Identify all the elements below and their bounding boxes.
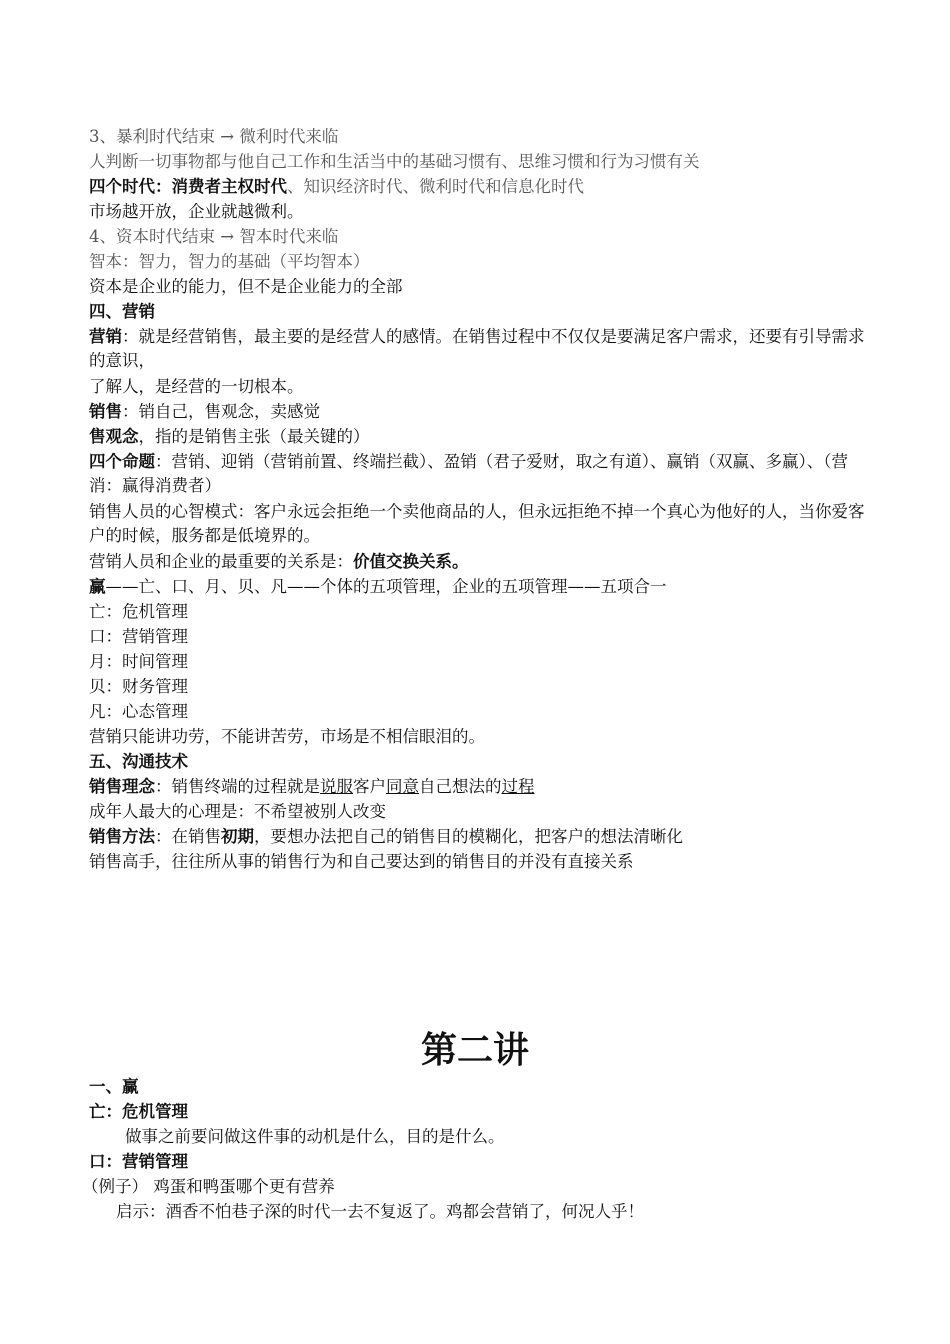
text-span: ，指的是销售主张（最关键的） xyxy=(138,427,370,446)
paragraph: 销售人员的心智模式：客户永远会拒绝一个卖他商品的人，但永远拒绝不掉一个真心为他好的人，当你爱客户的时候，服务都是低境界的。 xyxy=(89,502,865,545)
list-item: 贝：财务管理 xyxy=(89,677,188,696)
bold-label: 价值交换关系。 xyxy=(353,552,469,571)
text-line xyxy=(89,825,683,849)
list-item: 凡：心态管理 xyxy=(89,702,188,721)
text-line: （例子） 鸡蛋和鸭蛋哪个更有营养 xyxy=(82,1177,335,1196)
list-item: 口：营销管理 xyxy=(89,627,188,646)
text-line: 了解人，是经营的一切根本。 xyxy=(89,377,304,396)
text-line: 4、资本时代结束 → 智本时代来临 xyxy=(89,227,339,246)
text-line: 人判断一切事物都与他自己工作和生活当中的基础习惯有、思维习惯和行为习惯有关 xyxy=(89,152,700,171)
text-span: ：在销售 xyxy=(155,827,221,846)
text-line xyxy=(89,400,320,424)
text-line xyxy=(89,575,667,599)
text-line: 3、暴利时代结束 → 微利时代来临 xyxy=(89,127,339,146)
bold-label: 四个时代：消费者主权时代 xyxy=(89,177,287,196)
section-heading: 四、营销 xyxy=(89,302,155,321)
list-item: 月：时间管理 xyxy=(89,652,188,671)
text-span: 自己想法的 xyxy=(419,777,502,796)
section-heading: 五、沟通技术 xyxy=(89,752,188,771)
subsection-heading: 口：营销管理 xyxy=(89,1152,188,1171)
text-line: 营销只能讲功劳，不能讲苦劳，市场是不相信眼泪的。 xyxy=(89,727,485,746)
text-span: ：销售终端的过程就是 xyxy=(155,777,320,796)
text-line: 做事之前要问做这件事的动机是什么，目的是什么。 xyxy=(125,1127,505,1146)
text-line: 成年人最大的心理是：不希望被别人改变 xyxy=(89,802,386,821)
text-line: 资本是企业的能力，但不是企业能力的全部 xyxy=(89,277,403,296)
text-line: 智本：智力，智力的基础（平均智本） xyxy=(89,252,370,271)
paragraph xyxy=(89,325,869,373)
text-line xyxy=(89,550,469,574)
text-span: 营销人员和企业的最重要的关系是： xyxy=(89,552,353,571)
lecture-title: 第二讲 xyxy=(420,1029,529,1071)
text-span: ——亡、口、月、贝、凡——个体的五项管理，企业的五项管理——五项合一 xyxy=(105,577,667,596)
text-line xyxy=(89,175,584,199)
paragraph xyxy=(89,450,869,498)
text-span: ：营销、迎销（营销前置、终端拦截）、盈销（君子爱财，取之有道）、赢销（双赢、多赢）、（营消：赢得消费者） xyxy=(89,452,848,495)
list-item: 亡：危机管理 xyxy=(89,602,188,621)
bold-label: 四个命题 xyxy=(89,452,155,471)
bold-label: 销售理念 xyxy=(89,777,155,796)
underlined-text: 过程 xyxy=(501,777,535,796)
underlined-text: 说服 xyxy=(320,777,353,796)
text-line: 启示：酒香不怕巷子深的时代一去不复返了。鸡都会营销了，何况人乎！ xyxy=(116,1202,644,1221)
text-span: 客户 xyxy=(353,777,386,796)
bold-label: 销售 xyxy=(89,402,122,421)
text-line xyxy=(89,775,535,799)
text-span: 、知识经济时代、微利时代和信息化时代 xyxy=(287,177,584,196)
text-line: 销售高手，往往所从事的销售行为和自己要达到的销售目的并没有直接关系 xyxy=(89,852,634,871)
bold-label: 销售方法 xyxy=(89,827,155,846)
underlined-text: 同意 xyxy=(386,777,419,796)
subsection-heading: 亡：危机管理 xyxy=(89,1102,188,1121)
text-line: 市场越开放，企业就越微利。 xyxy=(89,202,304,221)
section-heading: 一、赢 xyxy=(89,1077,139,1096)
text-line xyxy=(89,425,370,449)
bold-label: 营销 xyxy=(89,327,122,346)
text-span: ：销自己，售观念，卖感觉 xyxy=(122,402,320,421)
bold-label: 赢 xyxy=(89,577,106,596)
bold-label: 售观念 xyxy=(89,427,139,446)
bold-text: 初期 xyxy=(221,827,254,846)
text-span: ，要想办法把自己的销售目的模糊化，把客户的想法清晰化 xyxy=(254,827,683,846)
text-span: ：就是经营销售，最主要的是经营人的感情。在销售过程中不仅仅是要满足客户需求，还要有引导需求的意识， xyxy=(89,327,865,370)
